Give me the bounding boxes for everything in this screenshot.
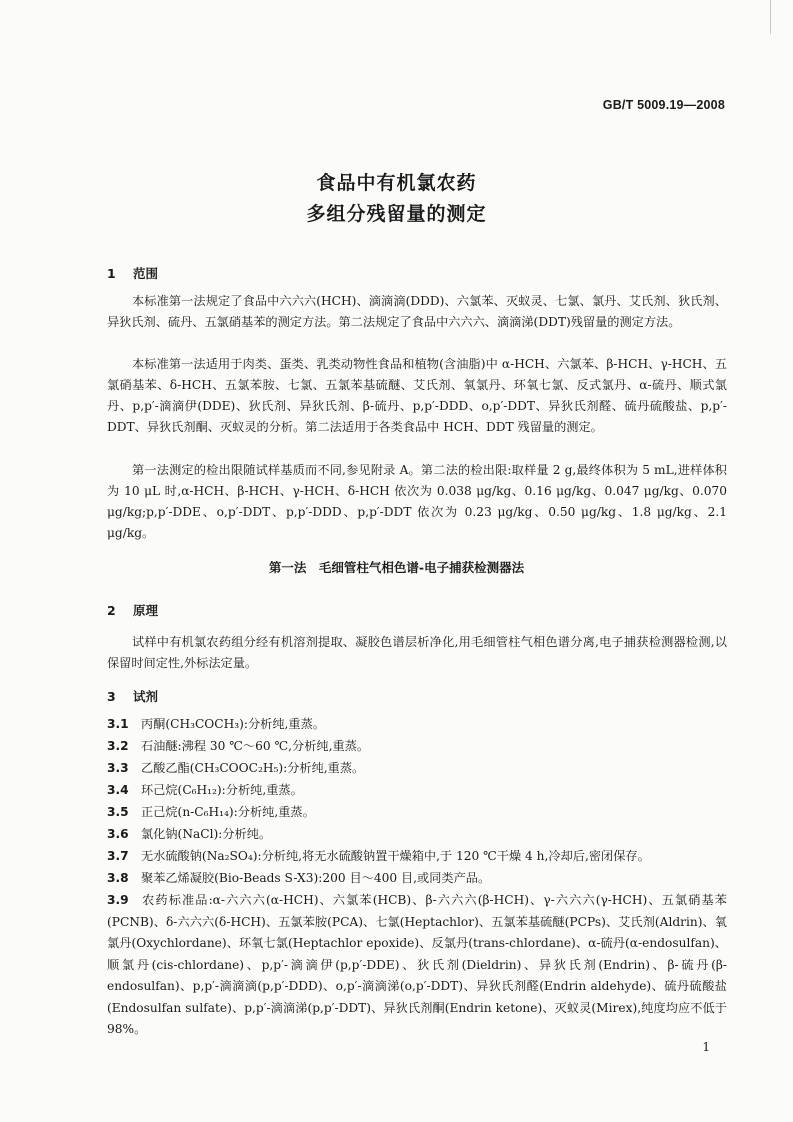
section-title: 范围: [133, 266, 159, 281]
item-text: 无水硫酸钠(Na₂SO₄):分析纯,将无水硫酸钠置干燥箱中,于 120 ℃干燥 4 h,冷却后,密闭保存。: [141, 849, 650, 863]
reagent-item: [107, 824, 727, 846]
item-number: 3.2: [107, 739, 129, 753]
reagent-item: [107, 846, 727, 868]
item-text: 丙酮(CH₃COCH₃):分析纯,重蒸。: [141, 717, 325, 731]
section-number: 2: [107, 603, 116, 618]
reagent-item: [107, 890, 727, 1041]
item-text: 氯化钠(NaCl):分析纯。: [141, 827, 272, 841]
item-text: 环己烷(C₆H₁₂):分析纯,重蒸。: [141, 783, 303, 797]
scan-edge-mark: [770, 0, 771, 34]
page-number: 1: [702, 1040, 710, 1054]
reagent-item: [107, 802, 727, 824]
section-heading-principle: [107, 601, 158, 619]
item-text: 农药标准品:α-六六六(α-HCH)、六氯苯(HCB)、β-六六六(β-HCH)、γ-六六六(γ-HCH)、五氯硝基苯(PCNB)、δ-六六六(δ-HCH)、五氯苯胺(PCA)、七氯(Heptachlor)、五氯苯基硫醚(PCPs)、艾氏剂(Aldrin)、氧氯丹(Oxychlordane)、环氧七氯(Heptachlor epoxide)、反氯丹(trans-chlordane)、α-硫丹(α-endosulfan)、顺氯丹(cis-chlordane)、p,p′-滴滴伊(p,p′-DDE)、狄氏剂(Dieldrin)、异狄氏剂(Endrin)、β-硫丹(β-endosulfan)、p,p′-滴滴滴(p,p′-DDD)、o,p′-滴滴涕(o,p′-DDT)、异狄氏剂醛(Endrin aldehyde)、硫丹硫酸盐(Endosulfan sulfate)、p,p′-滴滴涕(p,p′-DDT)、异狄氏剂酮(Endrin ketone)、灭蚁灵(Mirex),纯度均应不低于 98%。: [107, 893, 727, 1036]
item-number: 3.5: [107, 805, 129, 819]
scope-paragraph-2: 本标准第一法适用于肉类、蛋类、乳类动物性食品和植物(含油脂)中 α-HCH、六氯苯、β-HCH、γ-HCH、五氯硝基苯、δ-HCH、五氯苯胺、七氯、五氯苯基硫醚、艾氏剂、氧氯丹、环氧七氯、反式氯丹、α-硫丹、顺式氯丹、p,p′-滴滴伊(DDE)、狄氏剂、异狄氏剂、β-硫丹、p,p′-DDD、o,p′-DDT、异狄氏剂醛、硫丹硫酸盐、p,p′-DDT、异狄氏剂酮、灭蚁灵的分析。第二法适用于各类食品中 HCH、DDT 残留量的测定。: [107, 357, 727, 434]
section-heading-scope: [107, 264, 158, 282]
reagent-item: [107, 736, 727, 758]
section-number: 1: [107, 266, 116, 281]
section-title: 试剂: [133, 689, 159, 704]
document-title-line2: 多组分残留量的测定: [306, 203, 487, 225]
section-title: 原理: [133, 603, 159, 618]
item-text: 石油醚:沸程 30 ℃～60 ℃,分析纯,重蒸。: [141, 739, 370, 753]
item-number: 3.1: [107, 717, 129, 731]
item-number: 3.9: [107, 893, 129, 907]
reagent-item: [107, 868, 727, 890]
scope-paragraph-1: 本标准第一法规定了食品中六六六(HCH)、滴滴滴(DDD)、六氯苯、灭蚁灵、七氯、氯丹、艾氏剂、狄氏剂、异狄氏剂、硫丹、五氯硝基苯的测定方法。第二法规定了食品中六六六、滴滴涕(DDT)残留量的测定方法。: [107, 294, 727, 329]
item-text: 聚苯乙烯凝胶(Bio-Beads S-X3):200 目～400 目,或同类产品。: [141, 871, 491, 885]
item-text: 正己烷(n-C₆H₁₄):分析纯,重蒸。: [141, 805, 315, 819]
section-number: 3: [107, 689, 116, 704]
item-number: 3.3: [107, 761, 129, 775]
scope-paragraph-3: 第一法测定的检出限随试样基质而不同,参见附录 A。第二法的检出限:取样量 2 g,最终体积为 5 mL,进样体积为 10 μL 时,α-HCH、β-HCH、γ-HCH、δ-HCH 依次为 0.038 μg/kg、0.16 μg/kg、0.047 μg/kg、0.070 μg/kg;p,p′-DDE、o,p′-DDT、p,p′-DDD、p,p′-DDT 依次为 0.23 μg/kg、0.50 μg/kg、1.8 μg/kg、2.1 μg/kg。: [107, 463, 727, 540]
item-number: 3.4: [107, 783, 129, 797]
item-number: 3.8: [107, 871, 129, 885]
standard-code: GB/T 5009.19—2008: [602, 98, 725, 112]
item-number: 3.6: [107, 827, 129, 841]
method-1-title: 第一法 毛细管柱气相色谱-电子捕获检测器法: [268, 560, 525, 575]
principle-paragraph: 试样中有机氯农药组分经有机溶剂提取、凝胶色谱层析净化,用毛细管柱气相色谱分离,电子捕获检测器检测,以保留时间定性,外标法定量。: [107, 635, 727, 670]
item-text: 乙酸乙酯(CH₃COOC₂H₅):分析纯,重蒸。: [141, 761, 365, 775]
document-title-line1: 食品中有机氯农药: [316, 172, 477, 194]
reagent-item: [107, 714, 727, 736]
item-number: 3.7: [107, 849, 129, 863]
reagent-item: [107, 758, 727, 780]
section-heading-reagents: [107, 687, 158, 705]
reagent-item: [107, 780, 727, 802]
